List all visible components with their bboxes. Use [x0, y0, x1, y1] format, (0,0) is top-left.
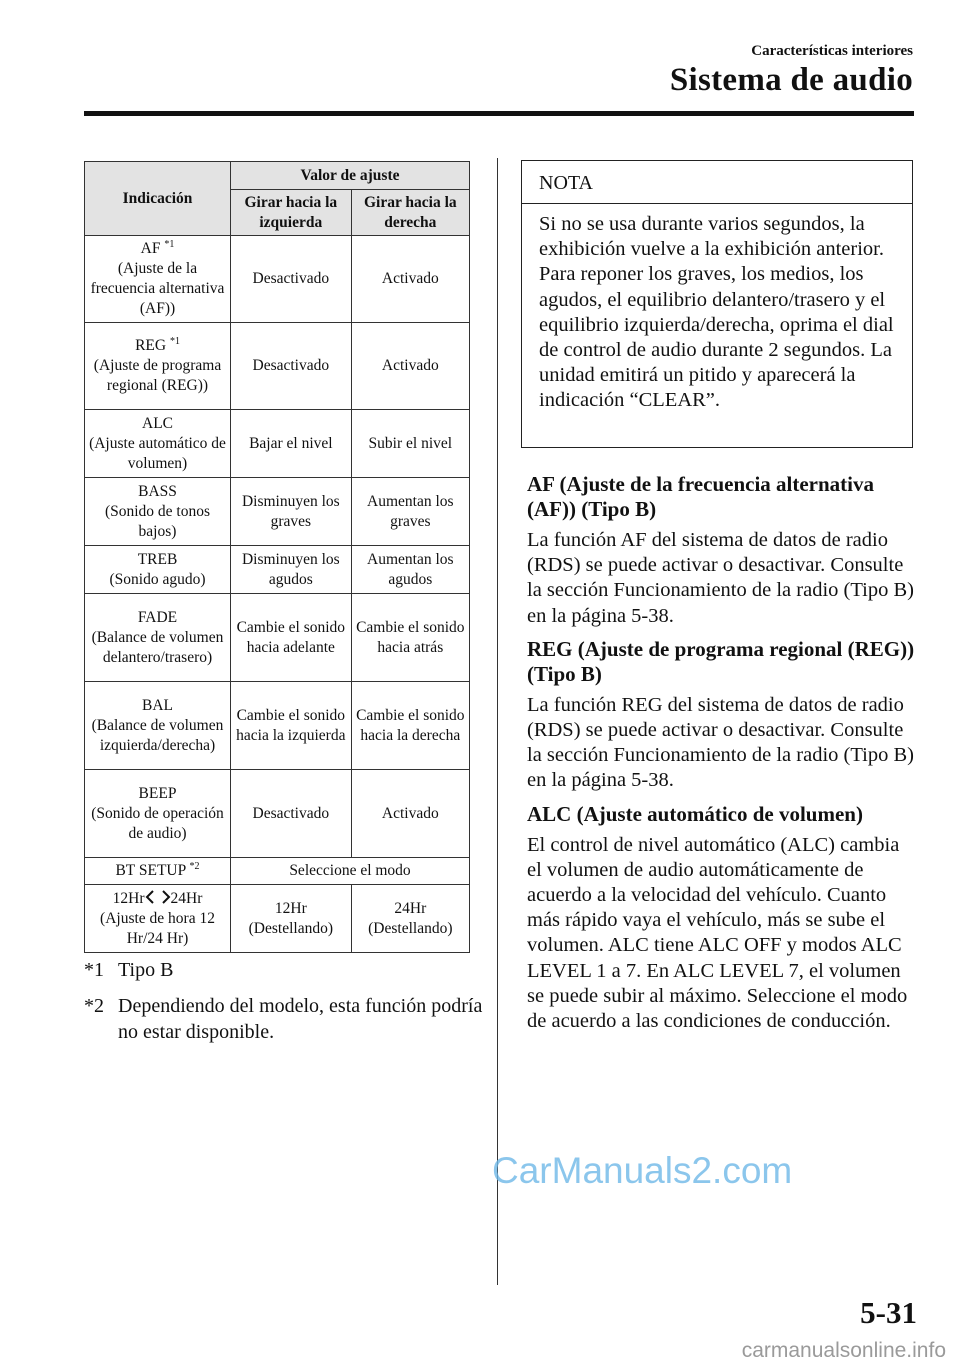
- left-value: 12Hr (Destellando): [231, 885, 352, 953]
- table-header-right: Girar hacia la derecha: [351, 190, 469, 236]
- indicator-cell: REG $^{*1}$ (Ajuste de programa regional (REG)): [85, 323, 231, 410]
- section-body-reg: La función REG del sistema de datos de radio (RDS) se puede activar o desactivar. Consulte la sección Funcionamiento de la radio (Tipo B) en la página 5-38.: [527, 693, 914, 792]
- indicator-cell: BEEP (Sonido de operación de audio): [85, 770, 231, 858]
- indicator-cell: TREB (Sonido agudo): [85, 546, 231, 594]
- bt-value: Seleccione el modo: [231, 858, 470, 885]
- table-row: [85, 410, 470, 478]
- footnote: *2 Dependiendo del modelo, esta función podría no estar disponible.: [84, 995, 483, 1043]
- left-value: Disminuyen los agudos: [231, 546, 352, 594]
- indicator-cell: 12Hr 24Hr (Ajuste de hora 12 Hr/24 Hr): [85, 885, 231, 953]
- table-row: [85, 682, 470, 770]
- table-row: [85, 323, 470, 410]
- left-value: Disminuyen los graves: [231, 478, 352, 546]
- table-row: [85, 236, 470, 323]
- table-header-valor: Valor de ajuste: [231, 162, 470, 190]
- section-heading-af: AF (Ajuste de la frecuencia alternativa (AF)) (Tipo B): [527, 472, 875, 521]
- note-title: NOTA: [522, 161, 912, 204]
- left-value: Desactivado: [231, 236, 352, 323]
- chevron-left-right-icon: [145, 890, 171, 904]
- right-value: Activado: [351, 236, 469, 323]
- table-row: [85, 478, 470, 546]
- page-number: 5-31: [860, 1295, 917, 1330]
- right-value: Activado: [351, 323, 469, 410]
- table-row: [85, 885, 470, 953]
- left-value: Desactivado: [231, 770, 352, 858]
- table-row: [85, 594, 470, 682]
- section-heading-reg: REG (Ajuste de programa regional (REG)) (Tipo B): [527, 636, 915, 686]
- left-value: Desactivado: [231, 323, 352, 410]
- section-body-alc: El control de nivel automático (ALC) cambia el volumen de audio automáticamente de acuerdo a la velocidad del vehículo. Cuanto más rápido vaya el vehículo, más se sube el volumen. ALC tiene ALC OFF y modos ALC LEVEL 1 a 7. En ALC LEVEL 7, el volumen se puede subir al máximo. Seleccione el modo de acuerdo a las condiciones de conducción.: [527, 833, 908, 1033]
- left-value: Bajar el nivel: [231, 410, 352, 478]
- header-rule: [84, 111, 914, 116]
- right-value: Aumentan los graves: [351, 478, 469, 546]
- site-watermark: carmanualsonline.info: [741, 1339, 946, 1362]
- table-row: [85, 858, 470, 885]
- note-box: [521, 160, 913, 448]
- right-value: Subir el nivel: [351, 410, 469, 478]
- left-value: Cambie el sonido hacia la izquierda: [231, 682, 352, 770]
- section-label: Características interiores: [751, 43, 913, 59]
- right-value: Activado: [351, 770, 469, 858]
- footnote: *1 Tipo B: [84, 959, 174, 981]
- table-header-indicacion: Indicación: [85, 162, 231, 236]
- column-divider: [497, 158, 498, 1285]
- indicator-cell: FADE (Balance de volumen delantero/trasero): [85, 594, 231, 682]
- section-body-af: La función AF del sistema de datos de radio (RDS) se puede activar o desactivar. Consulte la sección Funcionamiento de la radio (Tipo B) en la página 5-38.: [527, 529, 914, 627]
- section-heading-alc: ALC (Ajuste automático de volumen): [527, 801, 863, 826]
- table-header-left: Girar hacia la izquierda: [231, 190, 352, 236]
- indicator-cell: BT SETUP $^{*2}$: [85, 858, 231, 885]
- indicator-cell: ALC (Ajuste automático de volumen): [85, 410, 231, 478]
- table-row: [85, 546, 470, 594]
- note-text: Si no se usa durante varios segundos, la exhibición vuelve a la exhibición anterior. Para reponer los graves, los medios, los agudos, el equilibrio delantero/trasero y el equilibrio izquierda/derecha, oprima el dial de control de audio durante 2 segundos. La unidad emitirá un pitido y aparecerá la indicación “CLEAR”.: [539, 213, 894, 412]
- footnotes: [84, 957, 484, 1055]
- settings-table: [84, 161, 470, 953]
- indicator-cell: BASS (Sonido de tonos bajos): [85, 478, 231, 546]
- right-value: Cambie el sonido hacia atrás: [351, 594, 469, 682]
- right-column: [527, 472, 919, 1042]
- page-title: Sistema de audio: [669, 62, 913, 98]
- right-value: Aumentan los agudos: [351, 546, 469, 594]
- right-value: Cambie el sonido hacia la derecha: [351, 682, 469, 770]
- indicator-cell: AF $^{*1}$ (Ajuste de la frecuencia alternativa (AF)): [85, 236, 231, 323]
- table-row: [85, 770, 470, 858]
- watermark: CarManuals2.com: [492, 1150, 793, 1191]
- right-value: 24Hr (Destellando): [351, 885, 469, 953]
- indicator-cell: BAL (Balance de volumen izquierda/derecha): [85, 682, 231, 770]
- left-value: Cambie el sonido hacia adelante: [231, 594, 352, 682]
